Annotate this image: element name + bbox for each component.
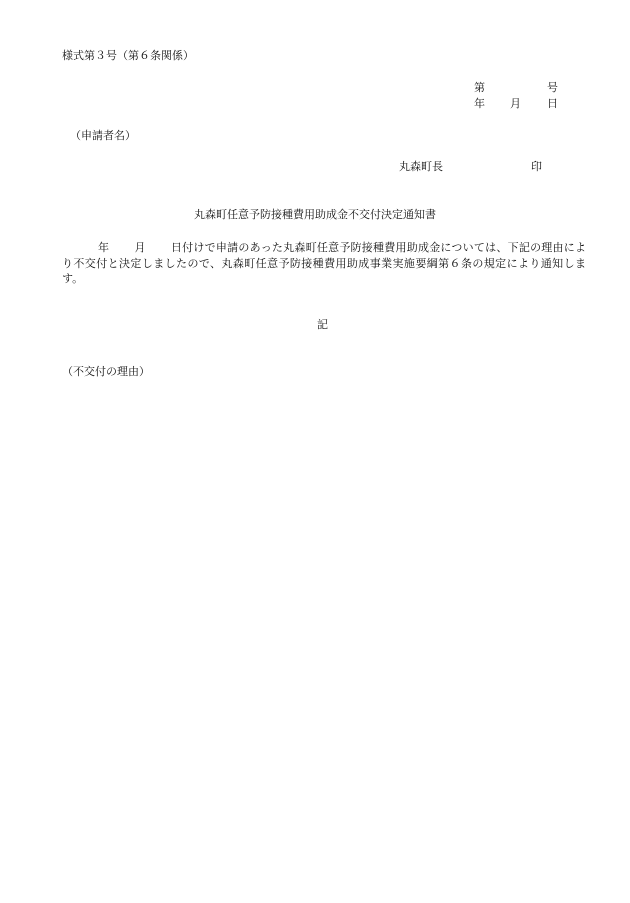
form-number-label: 様式第３号（第６条関係） <box>62 49 194 62</box>
body-paragraph <box>62 240 586 287</box>
applicant-name: （申請者名） <box>70 129 136 142</box>
reason-label: （不交付の理由） <box>62 365 150 378</box>
body-year: 年 <box>98 241 110 254</box>
document-number-prefix: 第 <box>474 81 485 94</box>
seal-mark: 印 <box>531 160 542 173</box>
date-month: 月 <box>510 97 521 110</box>
ki-heading: 記 <box>317 318 328 331</box>
date-day: 日 <box>547 97 558 110</box>
body-text: 日付けで申請のあった丸森町任意予防接種費用助成金については、下記の理由により不交付と決定しましたので、丸森町任意予防接種費用助成事業実施要綱第６条の規定により通知します。 <box>62 241 586 285</box>
document-title: 丸森町任意予防接種費用助成金不交付決定通知書 <box>194 208 436 221</box>
body-month: 月 <box>134 241 146 254</box>
issuer-title: 丸森町長 <box>399 160 443 173</box>
date-year: 年 <box>474 97 485 110</box>
document-number-suffix: 号 <box>547 81 558 94</box>
